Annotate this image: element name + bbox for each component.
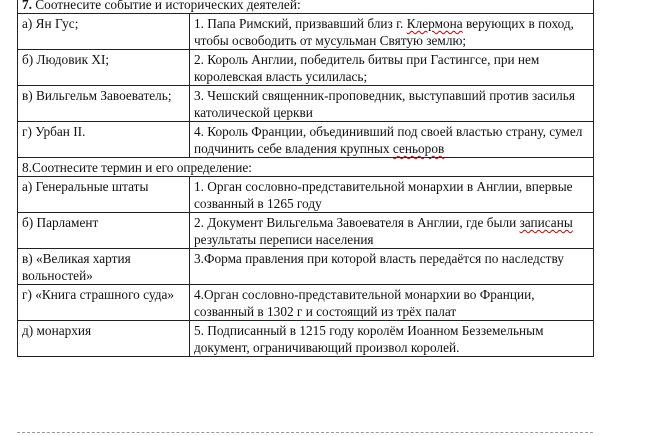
spellcheck-word: Клермона	[406, 16, 463, 31]
left-cell: г) «Книга страшного суда»	[18, 285, 190, 321]
text-part: результаты переписи населения	[194, 232, 374, 247]
section-7-header-row	[18, 0, 594, 14]
table-row	[18, 213, 594, 249]
section-8-header-row	[18, 158, 594, 177]
left-cell: б) Парламент	[18, 213, 190, 249]
section-7-title	[18, 0, 594, 14]
right-cell: 2. Король Англии, победитель битвы при Гастингсе, при нем королевская власть усилилась;	[190, 50, 594, 86]
matching-table	[17, 0, 594, 357]
page-bottom-rule	[17, 432, 593, 433]
text-part: 4. Король Франции, объединивший под своей властью страну, сумел подчинить себе владения крупных	[194, 124, 583, 156]
left-cell: а) Ян Гус;	[18, 14, 190, 50]
left-cell: в) «Великая хартия вольностей»	[18, 249, 190, 285]
text-part: 1. Папа Римский, призвавший близ г.	[194, 16, 407, 31]
right-cell: 4.Орган сословно-представительной монархии во Франции, созванный в 1302 г и состоящий из трёх палат	[190, 285, 594, 321]
right-cell: 5. Подписанный в 1215 году королём Иоанном Безземельным документ, ограничивающий произвол королей.	[190, 321, 594, 357]
table-row	[18, 321, 594, 357]
table-row	[18, 14, 594, 50]
spellcheck-word: записаны	[519, 215, 573, 230]
table-row	[18, 122, 594, 158]
left-cell: б) Людовик XI;	[18, 50, 190, 86]
section-8-title: 8.Соотнесите термин и его определение:	[18, 158, 594, 177]
table-row	[18, 249, 594, 285]
section-7-number: 7.	[22, 0, 32, 12]
right-cell: 3. Чешский священник-проповедник, выступавший против засилья католической церкви	[190, 86, 594, 122]
left-cell: г) Урбан II.	[18, 122, 190, 158]
document-sheet	[17, 0, 593, 357]
left-cell: д) монархия	[18, 321, 190, 357]
table-row	[18, 285, 594, 321]
right-cell	[190, 122, 594, 158]
right-cell	[190, 14, 594, 50]
text-part: 2. Документ Вильгельма Завоевателя в Англии, где были	[194, 215, 520, 230]
section-7-title-text: Соотнесите событие и исторических деятелей:	[31, 0, 301, 12]
right-cell: 3.Форма правления при которой власть передаётся по наследству	[190, 249, 594, 285]
right-cell: 1. Орган сословно-представительной монархии в Англии, впервые созванный в 1265 году	[190, 177, 594, 213]
table-row	[18, 177, 594, 213]
right-cell	[190, 213, 594, 249]
table-row	[18, 50, 594, 86]
text-part: верующих в поход, чтобы освободить от мусульман Святую землю;	[194, 16, 574, 48]
left-cell: а) Генеральные штаты	[18, 177, 190, 213]
spellcheck-word: сеньоров	[392, 141, 445, 156]
table-row	[18, 86, 594, 122]
left-cell: в) Вильгельм Завоеватель;	[18, 86, 190, 122]
